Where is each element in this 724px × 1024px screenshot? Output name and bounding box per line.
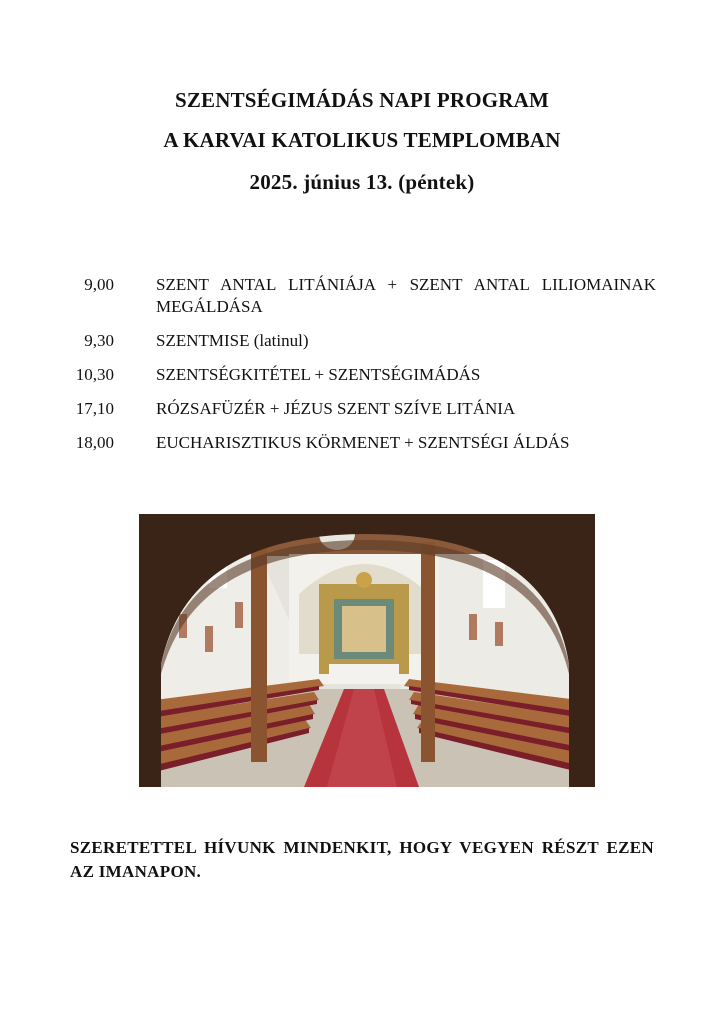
schedule-event: EUCHARISZTIKUS KÖRMENET + SZENTSÉGI ÁLDÁS [156, 433, 570, 452]
schedule-event: SZENTSÉGKITÉTEL + SZENTSÉGIMÁDÁS [156, 365, 481, 384]
schedule-time: 9,30 [84, 331, 114, 350]
schedule-time: 10,30 [75, 365, 114, 384]
title-line-2: A KARVAI KATOLIKUS TEMPLOMBAN [163, 128, 561, 152]
schedule-event: SZENTMISE (latinul) [156, 331, 309, 350]
schedule-row [60, 364, 656, 398]
church-interior-photo [139, 514, 595, 787]
schedule-time: 17,10 [75, 399, 114, 418]
date-line: 2025. június 13. (péntek) [249, 170, 475, 194]
schedule-row [60, 330, 656, 364]
schedule-time: 18,00 [75, 433, 114, 452]
closing-invitation: SZERETETTEL HÍVUNK MINDENKIT, HOGY VEGYEN RÉSZT EZEN AZ IMANAPON. [70, 838, 654, 881]
schedule-row [60, 432, 656, 466]
schedule-row [60, 274, 656, 330]
schedule-row [60, 398, 656, 432]
schedule-time: 9,00 [84, 275, 114, 294]
schedule-event: RÓZSAFÜZÉR + JÉZUS SZENT SZÍVE LITÁNIA [156, 399, 516, 418]
schedule-event: SZENT ANTAL LITÁNIÁJA + SZENT ANTAL LILIOMAINAK MEGÁLDÁSA [156, 275, 656, 316]
schedule-list [60, 274, 656, 466]
title-line-1: SZENTSÉGIMÁDÁS NAPI PROGRAM [174, 88, 550, 112]
